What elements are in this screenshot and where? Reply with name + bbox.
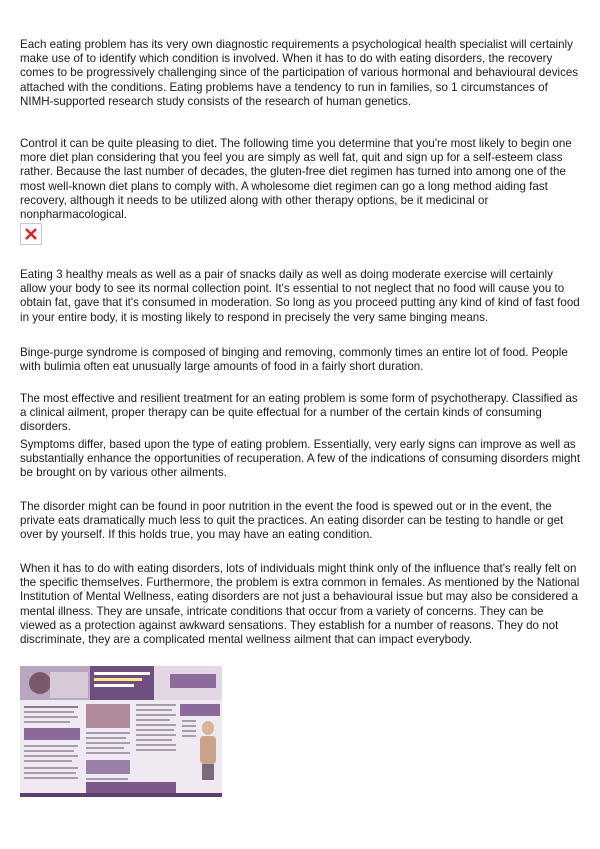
infographic-poster-image: [20, 666, 222, 797]
paragraph-3: Eating 3 healthy meals as well as a pair of snacks daily as well as doing moderate exercise will certainly allow your body to see its normal collection point. It's essential to not neglect that no food will cause you to obtain fat, gave that it's consumed in moderation. So long as you proceed putting any kind of kind of fast food in your entire body, it is mosting likely to respond in precisely the very same binging means.: [20, 268, 580, 324]
paragraph-6: Symptoms differ, based upon the type of eating problem. Essentially, very early signs can improve as well as substantially enhance the opportunities of recuperation. A few of the indications of consuming disorders might be brought on by various other ailments.: [20, 438, 581, 480]
paragraph-2: Control it can be quite pleasing to diet. The following time you determine that you're most likely to begin one more diet plan considering that you feel you are simply as well fat, quit and sign up for a self-esteem class rather. Because the last number of decades, the gluten-free diet regimen has turned into among one of the most well-known diet plans to comply with. A wholesome diet regimen can go a long method aiding fast recovery, although it needs to be utilized along with other therapy options, be it medicinal or nonpharmacological.: [20, 137, 572, 222]
broken-image-icon: [20, 223, 42, 245]
paragraph-4: Binge-purge syndrome is composed of binging and removing, commonly times an entire lot of food. People with bulimia often eat unusually large amounts of food in a fairly short duration.: [20, 346, 568, 374]
paragraph-7: The disorder might can be found in poor nutrition in the event the food is spewed out or in the event, the private eats dramatically much less to quit the practices. An eating disorder can be testing to handle or get over by yourself. If this holds true, you may have an eating condition.: [20, 500, 564, 542]
paragraph-5: The most effective and resilient treatment for an eating problem is some form of psychotherapy. Classified as a clinical ailment, proper therapy can be quite effectual for a number of the certain kinds of consuming disorders.: [20, 392, 578, 434]
paragraph-1: Each eating problem has its very own diagnostic requirements a psychological health specialist will certainly make use of to identify which condition is involved. When it has to do with eating disorders, the recovery comes to be progressively challenging since of the participation of various hormonal and behavioural devices attached with the conditions. Eating problems have a tendency to run in families, so 1 circumstances of NIMH-supported research study consists of the research of human genetics.: [20, 38, 579, 108]
paragraph-8: When it has to do with eating disorders, lots of individuals might think only of the influence that's really felt on the specific themselves. Furthermore, the problem is extra common in females. As mentioned by the National Institution of Mental Wellness, eating disorders are not just a behavioural issue but may also be considered a mental illness. They are unsafe, intricate conditions that occur from a variety of concerns. They can be viewed as a protection against awkward sensations. They establish for a number of reasons. They do not discriminate, they are a complicated mental wellness ailment that can impact everybody.: [20, 562, 580, 647]
